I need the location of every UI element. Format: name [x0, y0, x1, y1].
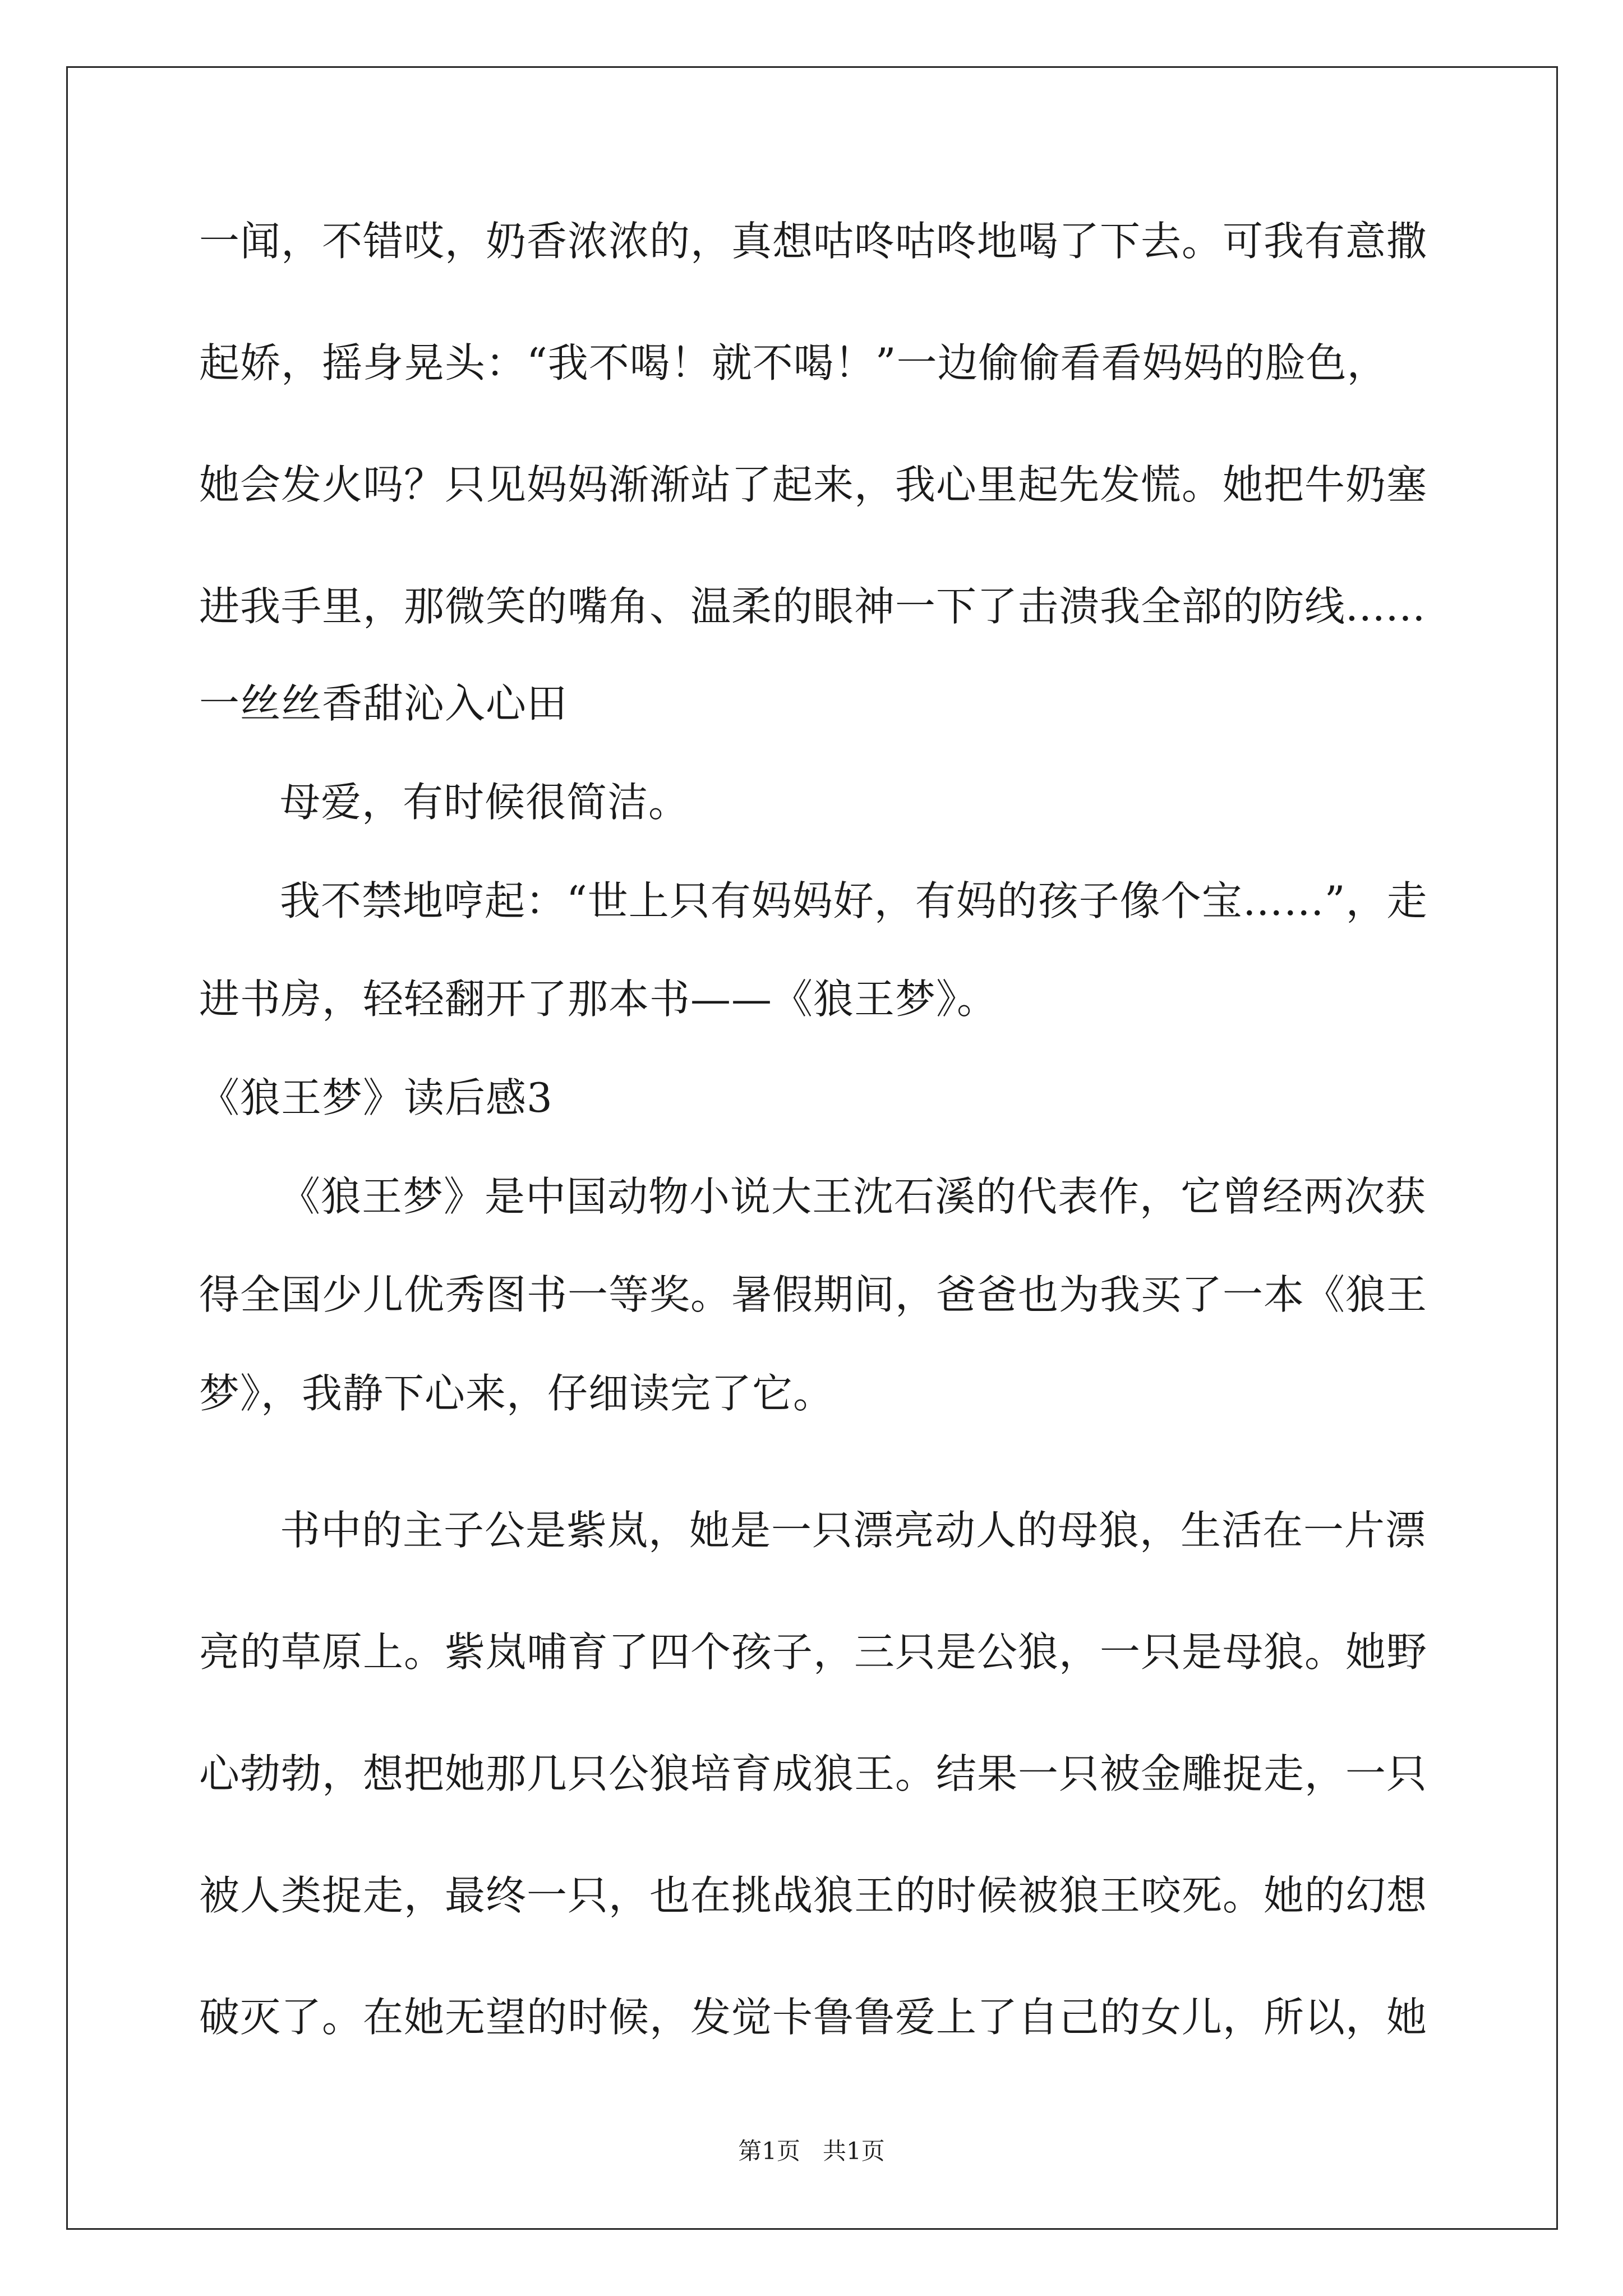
text-line: 一丝丝香甜沁入心田: [199, 680, 568, 727]
text-line: 进我手里，那微笑的嘴角、温柔的眼神一下了击溃我全部的防线......: [199, 583, 1426, 630]
text-line: 梦》，我静下心来，仔细读完了它。: [199, 1370, 834, 1417]
text-line: 破灭了。在她无望的时候，发觉卡鲁鲁爱上了自己的女儿，所以，她: [199, 1994, 1428, 2041]
text-line: 进书房，轻轻翻开了那本书——《狼王梦》。: [199, 976, 998, 1023]
text-line: 一闻，不错哎，奶香浓浓的，真想咕咚咕咚地喝了下去。可我有意撒: [199, 218, 1428, 265]
text-line: 她会发火吗？只见妈妈渐渐站了起来，我心里起先发慌。她把牛奶塞: [199, 461, 1428, 508]
text-line: 亮的草原上。紫岚哺育了四个孩子，三只是公狼，一只是母狼。她野: [199, 1628, 1428, 1676]
paragraph-line: 母爱，有时候很简洁。: [280, 779, 690, 826]
paragraph-line: 书中的主子公是紫岚，她是一只漂亮动人的母狼，生活在一片漂: [280, 1507, 1427, 1554]
paragraph-line: 《狼王梦》是中国动物小说大王沈石溪的代表作，它曾经两次获: [280, 1173, 1427, 1220]
text-line: 得全国少儿优秀图书一等奖。暑假期间，爸爸也为我买了一本《狼王: [199, 1271, 1428, 1318]
text-line: 心勃勃，想把她那几只公狼培育成狼王。结果一只被金雕捉走，一只: [199, 1750, 1428, 1797]
text-line: 被人类捉走，最终一只，也在挑战狼王的时候被狼王咬死。她的幻想: [199, 1872, 1428, 1919]
page-number-footer: 第1页 共1页: [738, 2137, 885, 2165]
text-line: 起娇，摇身晃头：“我不喝！就不喝！”一边偷偷看看妈妈的脸色，: [199, 339, 1388, 386]
section-heading: 《狼王梦》读后感3: [199, 1074, 553, 1121]
paragraph-line: 我不禁地哼起：“世上只有妈妈好，有妈的孩子像个宝……”，走: [280, 877, 1428, 924]
